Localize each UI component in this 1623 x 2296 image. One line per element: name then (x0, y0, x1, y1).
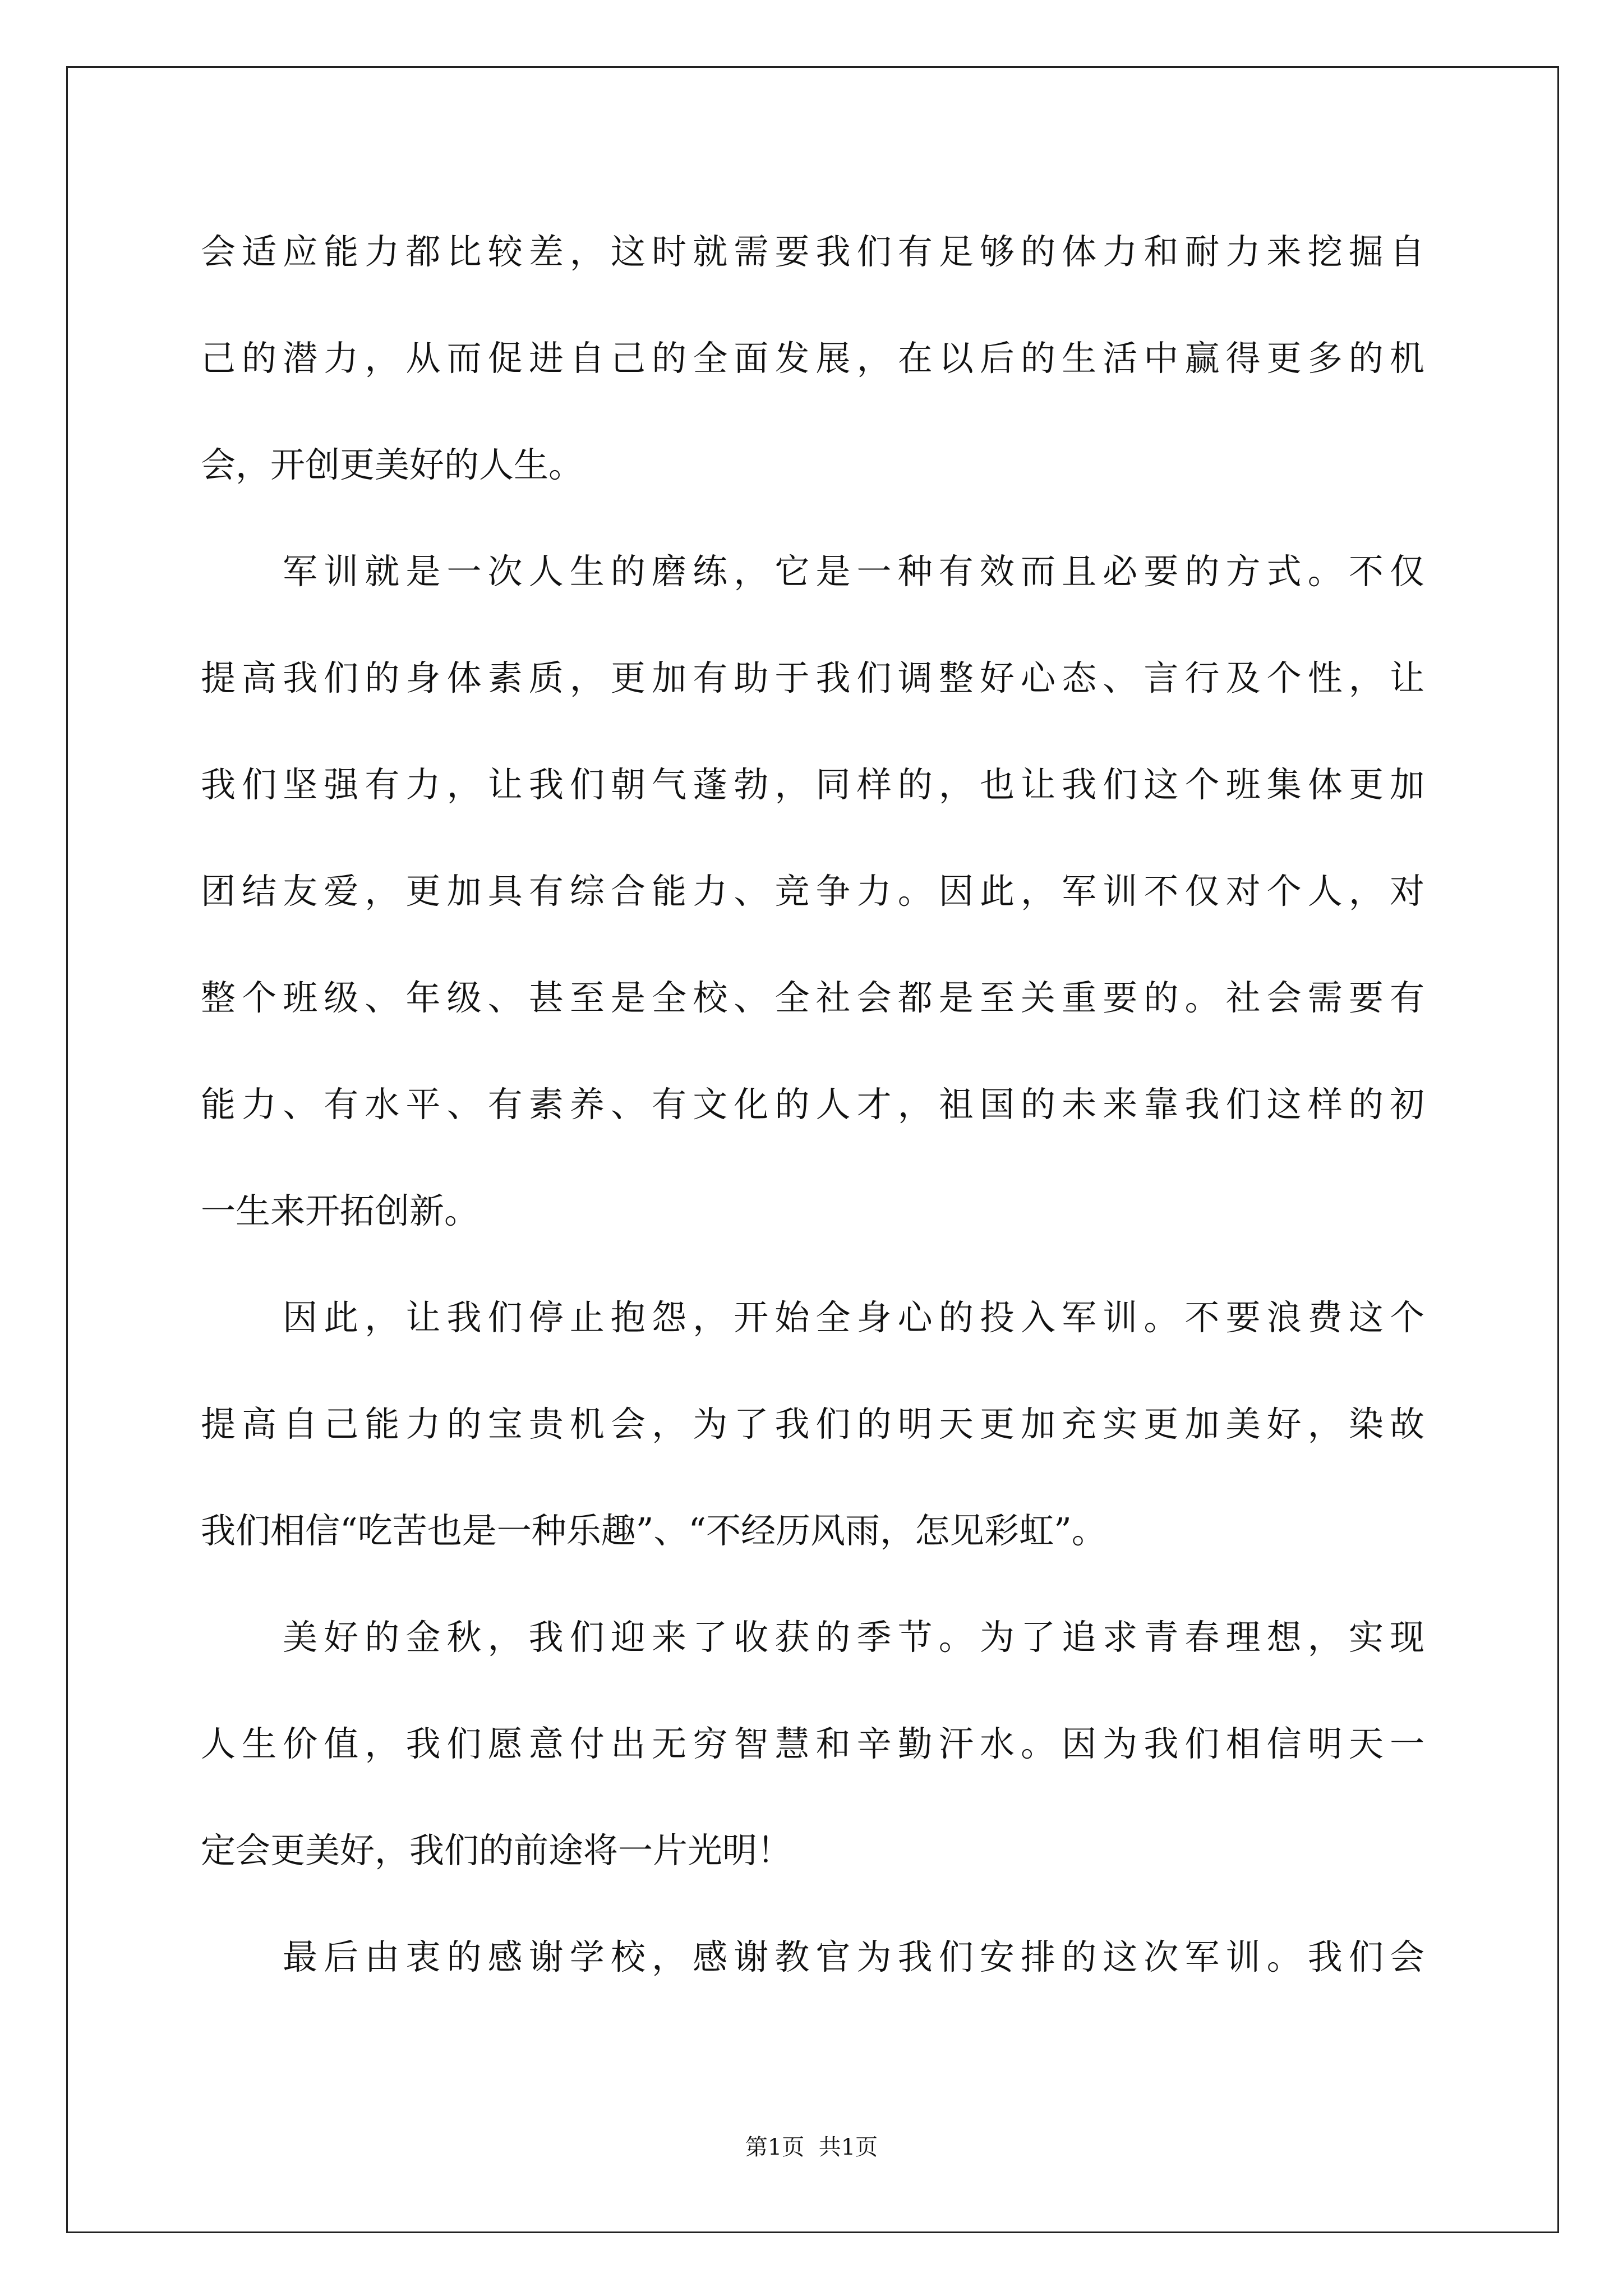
text-line: 整个班级、年级、甚至是全校、全社会都是至关重要的。社会需要有 (201, 977, 1424, 1018)
text-line: 美好的金秋，我们迎来了收获的季节。为了追求青春理想，实现 (283, 1617, 1424, 1658)
text-line: 人生价值，我们愿意付出无穷智慧和辛勤汗水。因为我们相信明天一 (201, 1723, 1424, 1764)
text-line: 提高自己能力的宝贵机会，为了我们的明天更加充实更加美好，染故 (201, 1404, 1424, 1444)
text-line: 一生来开拓创新。 (201, 1190, 479, 1231)
text-line: 因此，让我们停止抱怨，开始全身心的投入军训。不要浪费这个 (283, 1297, 1424, 1338)
paragraph (201, 518, 1424, 1264)
paragraph (201, 1904, 1424, 2010)
text-line: 会，开创更美好的人生。 (201, 444, 584, 485)
text-line: 己的潜力，从而促进自己的全面发展，在以后的生活中赢得更多的机 (201, 338, 1424, 379)
text-line: 能力、有水平、有素养、有文化的人才，祖国的未来靠我们这样的初 (201, 1084, 1424, 1125)
text-line: 我们相信“吃苦也是一种乐趣”、“不经历风雨，怎见彩虹”。 (201, 1510, 1106, 1551)
text-line: 我们坚强有力，让我们朝气蓬勃，同样的，也让我们这个班集体更加 (201, 764, 1424, 805)
paragraph (201, 199, 1424, 518)
text-line: 提高我们的身体素质，更加有助于我们调整好心态、言行及个性，让 (201, 657, 1424, 698)
text-line: 军训就是一次人生的磨练，它是一种有效而且必要的方式。不仅 (283, 551, 1424, 592)
paragraph (201, 1264, 1424, 1584)
paragraph (201, 1584, 1424, 1904)
text-line: 团结友爱，更加具有综合能力、竞争力。因此，军训不仅对个人，对 (201, 871, 1424, 912)
page-number-footer: 第1页 共1页 (745, 2134, 878, 2160)
document-body (201, 199, 1424, 2010)
text-line: 会适应能力都比较差，这时就需要我们有足够的体力和耐力来挖掘自 (201, 231, 1424, 272)
text-line: 最后由衷的感谢学校，感谢教官为我们安排的这次军训。我们会 (283, 1936, 1424, 1977)
text-line: 定会更美好，我们的前途将一片光明！ (201, 1830, 792, 1871)
